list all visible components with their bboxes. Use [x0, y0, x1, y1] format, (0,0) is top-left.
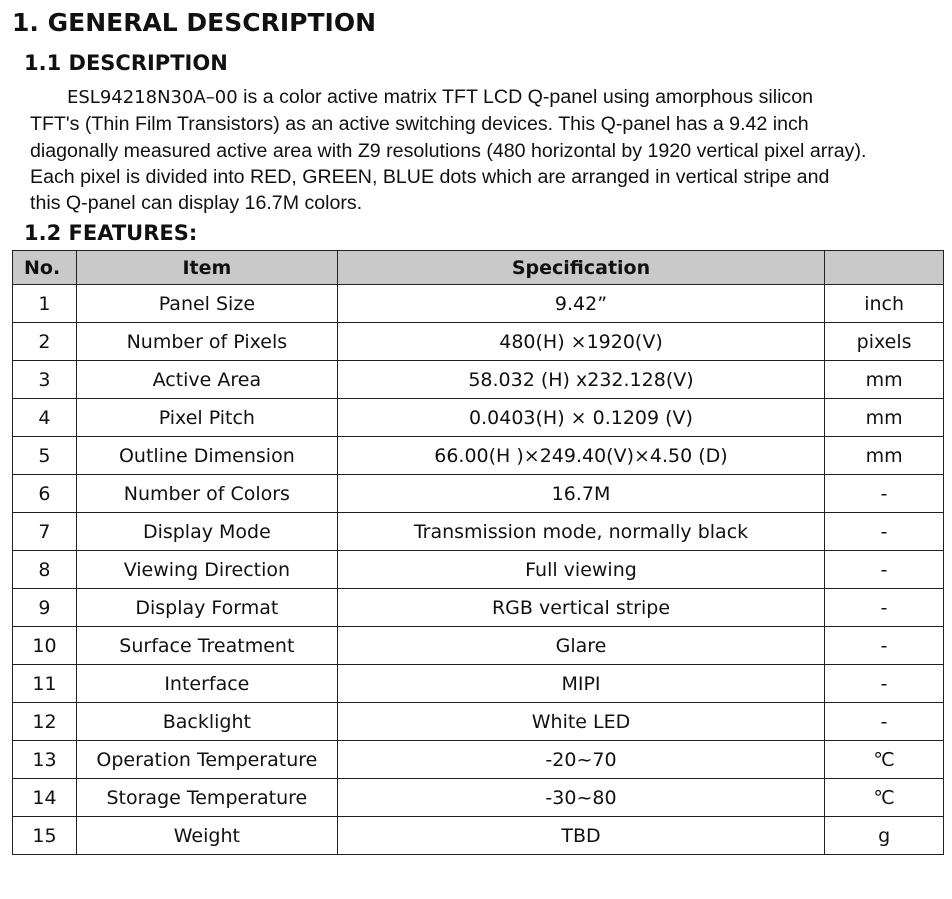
model-number: ESL94218N30A–00: [67, 87, 238, 108]
specification-cell: White LED: [337, 703, 824, 741]
item-cell: Viewing Direction: [76, 551, 337, 589]
specification-cell: TBD: [337, 817, 824, 855]
description-line: TFT's (Thin Film Transistors) as an active switching devices. This Q-panel has a 9.42 inch: [30, 113, 809, 136]
item-cell: Panel Size: [76, 285, 337, 323]
row-number-cell: 6: [13, 475, 77, 513]
description-paragraph: [30, 84, 952, 216]
specification-cell: MIPI: [337, 665, 824, 703]
unit-cell: -: [825, 513, 944, 551]
column-header-unit: [825, 251, 944, 285]
item-cell: Outline Dimension: [76, 437, 337, 475]
description-line: this Q-panel can display 16.7M colors.: [30, 192, 363, 215]
specification-cell: 480(H) ×1920(V): [337, 323, 824, 361]
table-row: [13, 361, 944, 399]
unit-cell: ℃: [825, 741, 944, 779]
item-cell: Number of Colors: [76, 475, 337, 513]
table-row: [13, 741, 944, 779]
item-cell: Number of Pixels: [76, 323, 337, 361]
specification-cell: 66.00(H )×249.40(V)×4.50 (D): [337, 437, 824, 475]
item-cell: Display Mode: [76, 513, 337, 551]
row-number-cell: 10: [13, 627, 77, 665]
item-cell: Backlight: [76, 703, 337, 741]
section-heading: 1. GENERAL DESCRIPTION: [12, 8, 377, 37]
row-number-cell: 5: [13, 437, 77, 475]
unit-cell: -: [825, 551, 944, 589]
row-number-cell: 11: [13, 665, 77, 703]
unit-cell: inch: [825, 285, 944, 323]
item-cell: Surface Treatment: [76, 627, 337, 665]
unit-cell: g: [825, 817, 944, 855]
row-number-cell: 1: [13, 285, 77, 323]
item-cell: Interface: [76, 665, 337, 703]
row-number-cell: 14: [13, 779, 77, 817]
unit-cell: -: [825, 665, 944, 703]
features-heading: 1.2 FEATURES:: [24, 221, 198, 245]
specification-cell: 9.42”: [337, 285, 824, 323]
table-row: [13, 437, 944, 475]
item-cell: Pixel Pitch: [76, 399, 337, 437]
unit-cell: -: [825, 589, 944, 627]
table-row: [13, 513, 944, 551]
table-row: [13, 589, 944, 627]
specification-cell: Full viewing: [337, 551, 824, 589]
specification-cell: 16.7M: [337, 475, 824, 513]
table-row: [13, 399, 944, 437]
unit-cell: mm: [825, 437, 944, 475]
table-row: [13, 665, 944, 703]
unit-cell: -: [825, 475, 944, 513]
features-table: [12, 250, 944, 855]
unit-cell: pixels: [825, 323, 944, 361]
column-header-item: Item: [76, 251, 337, 285]
specification-cell: -20~70: [337, 741, 824, 779]
unit-cell: mm: [825, 361, 944, 399]
column-header-no: No.: [13, 251, 77, 285]
specification-cell: 58.032 (H) x232.128(V): [337, 361, 824, 399]
table-row: [13, 323, 944, 361]
row-number-cell: 3: [13, 361, 77, 399]
description-line: diagonally measured active area with Z9 resolutions (480 horizontal by 1920 vertical pixel array).: [30, 139, 867, 162]
table-row: [13, 627, 944, 665]
row-number-cell: 7: [13, 513, 77, 551]
row-number-cell: 13: [13, 741, 77, 779]
description-heading: 1.1 DESCRIPTION: [24, 51, 228, 75]
specification-cell: 0.0403(H) × 0.1209 (V): [337, 399, 824, 437]
table-row: [13, 817, 944, 855]
row-number-cell: 8: [13, 551, 77, 589]
specification-cell: RGB vertical stripe: [337, 589, 824, 627]
column-header-specification: Specification: [337, 251, 824, 285]
row-number-cell: 15: [13, 817, 77, 855]
item-cell: Weight: [76, 817, 337, 855]
unit-cell: -: [825, 703, 944, 741]
unit-cell: ℃: [825, 779, 944, 817]
specification-cell: -30~80: [337, 779, 824, 817]
table-row: [13, 475, 944, 513]
table-row: [13, 551, 944, 589]
table-row: [13, 779, 944, 817]
table-header-row: [13, 251, 944, 285]
row-number-cell: 2: [13, 323, 77, 361]
specification-cell: Glare: [337, 627, 824, 665]
specification-cell: Transmission mode, normally black: [337, 513, 824, 551]
unit-cell: mm: [825, 399, 944, 437]
unit-cell: -: [825, 627, 944, 665]
table-body: [13, 285, 944, 855]
table-row: [13, 285, 944, 323]
description-line: Each pixel is divided into RED, GREEN, BLUE dots which are arranged in vertical stripe and: [30, 165, 830, 188]
row-number-cell: 12: [13, 703, 77, 741]
item-cell: Storage Temperature: [76, 779, 337, 817]
row-number-cell: 9: [13, 589, 77, 627]
row-number-cell: 4: [13, 399, 77, 437]
table-row: [13, 703, 944, 741]
item-cell: Active Area: [76, 361, 337, 399]
item-cell: Operation Temperature: [76, 741, 337, 779]
item-cell: Display Format: [76, 589, 337, 627]
description-line: ESL94218N30A–00 is a color active matrix TFT LCD Q-panel using amorphous silicon: [67, 86, 814, 108]
